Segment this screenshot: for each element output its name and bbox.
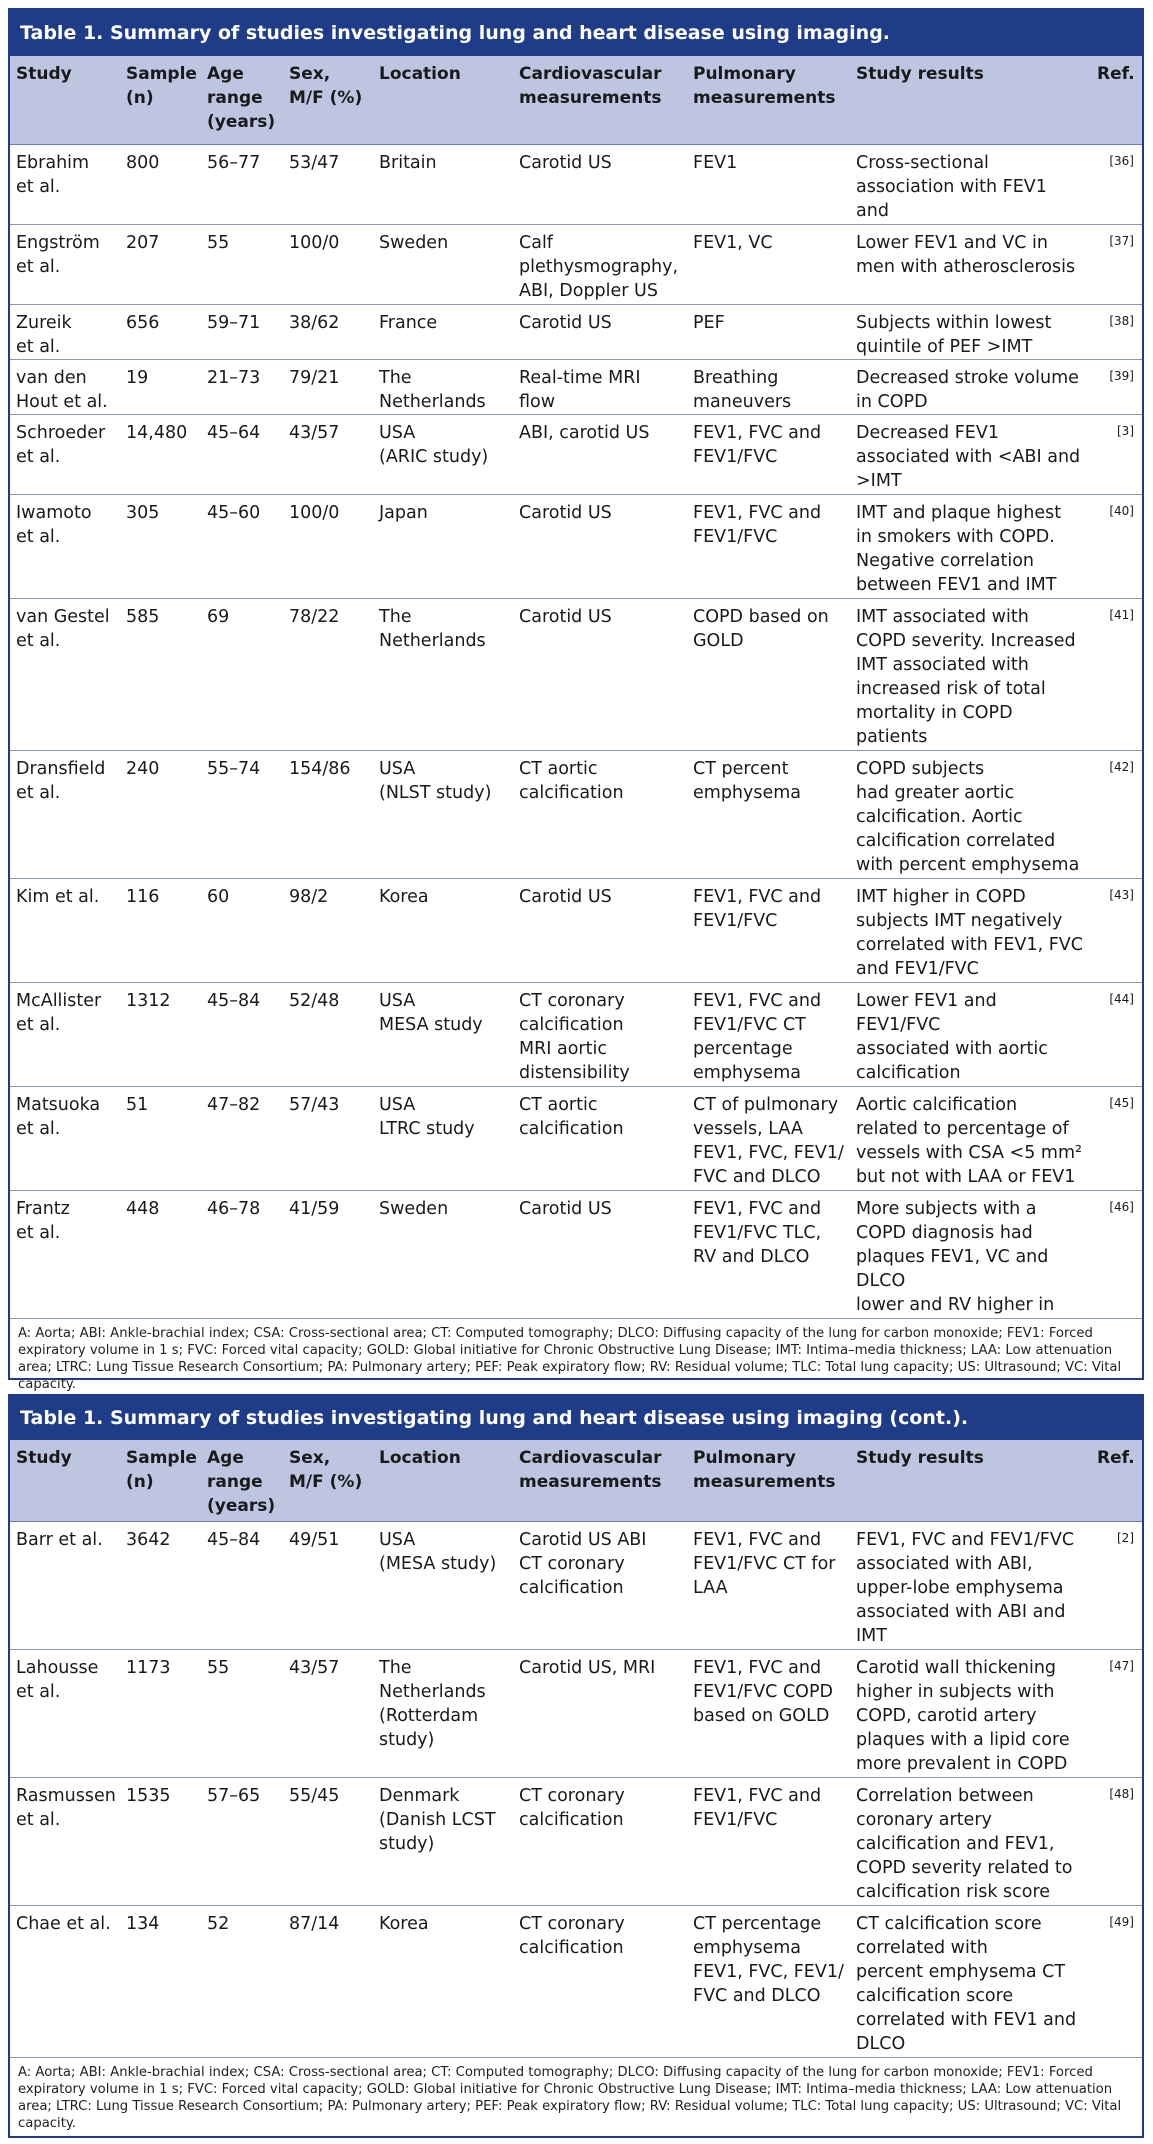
header-age-range: Age range (years) (207, 1448, 276, 1516)
cell-results: Aortic calcification related to percentage of vessels with CSA <5 mm² but not with LAA or FEV1 (856, 1095, 1083, 1187)
cell-age-range: 59–71 (207, 313, 261, 333)
header-location: Location (379, 1448, 461, 1468)
table-row (10, 415, 1142, 495)
header-study: Study (16, 64, 72, 84)
cell-location: USA MESA study (379, 991, 483, 1035)
table-row (10, 1522, 1142, 1650)
table-footnote: A: Aorta; ABI: Ankle-brachial index; CSA: Cross-sectional area; CT: Computed tomography; DLCO: Diffusing capacity of the lung for carbon monoxide; FEV1: Forced expiratory volume in 1 s; FVC: Forced vital capacity; GOLD: Global initiative for Chronic Obstructive Lung Disease; IMT: Intima–media thickness; LAA: Low attenuation area; LTRC: Lung Tissue Research Consortium; PA: Pulmonary artery; PEF: Peak expiratory flow; RV: Residual volume; TLC: Total lung capacity; US: Ultrasound; VC: Vital capacity. (18, 2065, 1122, 2131)
cell-location: Japan (379, 503, 428, 523)
cell-cardiovascular: Carotid US (519, 503, 612, 523)
cell-sex: 53/47 (289, 153, 340, 173)
cell-sample: 14,480 (126, 423, 188, 443)
cell-sample: 116 (126, 887, 160, 907)
cell-age-range: 69 (207, 607, 230, 627)
cell-pulmonary: PEF (693, 313, 725, 333)
cell-age-range: 45–64 (207, 423, 261, 443)
cell-location: Britain (379, 153, 437, 173)
cell-sample: 207 (126, 233, 160, 253)
cell-age-range: 55 (207, 233, 230, 253)
cell-location: USA (ARIC study) (379, 423, 489, 467)
table-body (10, 1522, 1142, 2058)
table-row (10, 495, 1142, 599)
cell-ref: [42] (1109, 760, 1134, 774)
cell-sex: 43/57 (289, 423, 340, 443)
cell-sex: 49/51 (289, 1530, 340, 1550)
cell-sample: 19 (126, 368, 149, 388)
cell-location: Korea (379, 1914, 429, 1934)
cell-location: France (379, 313, 438, 333)
cell-location: Korea (379, 887, 429, 907)
cell-cardiovascular: Real-time MRI flow (519, 368, 641, 412)
cell-sample: 240 (126, 759, 160, 779)
cell-age-range: 45–60 (207, 503, 261, 523)
cell-age-range: 57–65 (207, 1786, 261, 1806)
cell-cardiovascular: Carotid US (519, 313, 612, 333)
cell-sex: 55/45 (289, 1786, 340, 1806)
cell-sample: 134 (126, 1914, 160, 1934)
cell-study: Engström et al. (16, 233, 100, 277)
header-study: Study (16, 1448, 72, 1468)
table-row (10, 225, 1142, 305)
cell-location: Sweden (379, 233, 449, 253)
cell-cardiovascular: CT coronary calcification (519, 1914, 625, 1958)
cell-ref: [47] (1109, 1659, 1134, 1673)
table-title: Table 1. Summary of studies investigating lung and heart disease using imaging. (10, 10, 1142, 56)
header-study-results: Study results (856, 64, 984, 84)
cell-sample: 1535 (126, 1786, 171, 1806)
cell-results: CT calcification score correlated with percent emphysema CT calcification score correlated with FEV1 and DLCO (856, 1914, 1077, 2054)
cell-ref: [48] (1109, 1787, 1134, 1801)
cell-pulmonary: FEV1, FVC and FEV1/FVC (693, 1786, 822, 1830)
cell-study: Frantz et al. (16, 1199, 70, 1243)
cell-study: McAllister et al. (16, 991, 102, 1035)
cell-cardiovascular: CT aortic calcification (519, 759, 624, 803)
cell-ref: [36] (1109, 154, 1134, 168)
cell-pulmonary: FEV1, FVC and FEV1/FVC COPD based on GOLD (693, 1658, 833, 1726)
cell-cardiovascular: CT coronary calcification (519, 1786, 625, 1830)
cell-age-range: 47–82 (207, 1095, 261, 1115)
cell-pulmonary: COPD based on GOLD (693, 607, 829, 651)
cell-ref: [45] (1109, 1096, 1134, 1110)
cell-ref: [41] (1109, 608, 1134, 622)
cell-sex: 98/2 (289, 887, 329, 907)
cell-age-range: 55–74 (207, 759, 261, 779)
cell-pulmonary: Breathing maneuvers (693, 368, 792, 412)
header-sample: Sample (n) (126, 1448, 197, 1492)
cell-ref: [39] (1109, 369, 1134, 383)
cell-study: van Gestel et al. (16, 607, 110, 651)
cell-sample: 448 (126, 1199, 160, 1219)
cell-pulmonary: CT percentage emphysema FEV1, FVC, FEV1/ FVC and DLCO (693, 1914, 844, 2006)
table-body (10, 145, 1142, 1319)
cell-study: Schroeder et al. (16, 423, 106, 467)
cell-age-range: 45–84 (207, 991, 261, 1011)
header-pulmonary: Pulmonary measurements (693, 64, 836, 108)
cell-study: Zureik et al. (16, 313, 72, 357)
cell-location: USA (NLST study) (379, 759, 492, 803)
table-row (10, 879, 1142, 983)
cell-pulmonary: FEV1, FVC and FEV1/FVC CT for LAA (693, 1530, 836, 1598)
cell-study: van den Hout et al. (16, 368, 108, 412)
cell-cardiovascular: Carotid US (519, 887, 612, 907)
cell-cardiovascular: ABI, carotid US (519, 423, 650, 443)
cell-ref: [43] (1109, 888, 1134, 902)
cell-sample: 585 (126, 607, 160, 627)
cell-results: Subjects within lowest quintile of PEF >IMT (856, 313, 1052, 357)
cell-age-range: 52 (207, 1914, 230, 1934)
cell-sex: 100/0 (289, 233, 340, 253)
header-location: Location (379, 64, 461, 84)
cell-location: The Netherlands (379, 607, 486, 651)
cell-results: Carotid wall thickening higher in subjects with COPD, carotid artery plaques with a lipid core more prevalent in COPD (856, 1658, 1070, 1774)
cell-sex: 38/62 (289, 313, 340, 333)
cell-age-range: 46–78 (207, 1199, 261, 1219)
cell-sex: 41/59 (289, 1199, 340, 1219)
cell-study: Dransfield et al. (16, 759, 106, 803)
table-header-row (10, 1440, 1142, 1522)
cell-results: IMT and plaque highest in smokers with COPD. Negative correlation between FEV1 and IMT (856, 503, 1062, 595)
cell-results: Correlation between coronary artery calcification and FEV1, COPD severity related to calcification risk score (856, 1786, 1073, 1902)
table-row (10, 305, 1142, 360)
cell-location: The Netherlands (379, 368, 486, 412)
cell-study: Lahousse et al. (16, 1658, 99, 1702)
cell-sample: 656 (126, 313, 160, 333)
cell-results: Decreased stroke volume in COPD (856, 368, 1079, 412)
header-cardiovascular: Cardiovascular measurements (519, 1448, 662, 1492)
table-row (10, 1906, 1142, 2058)
cell-age-range: 21–73 (207, 368, 261, 388)
cell-results: Lower FEV1 and FEV1/FVC associated with aortic calcification (856, 991, 1048, 1083)
cell-pulmonary: FEV1, FVC and FEV1/FVC CT percentage emphysema (693, 991, 822, 1083)
cell-study: Kim et al. (16, 887, 100, 907)
cell-location: Denmark (Danish LCST study) (379, 1786, 496, 1854)
table-title: Table 1. Summary of studies investigating lung and heart disease using imaging (cont.). (10, 1396, 1142, 1440)
table-row (10, 599, 1142, 751)
table-header-row (10, 56, 1142, 145)
header-study-results: Study results (856, 1448, 984, 1468)
cell-pulmonary: FEV1, FVC and FEV1/FVC TLC, RV and DLCO (693, 1199, 822, 1267)
cell-cardiovascular: Carotid US ABI CT coronary calcification (519, 1530, 647, 1598)
table-row (10, 751, 1142, 879)
cell-sex: 79/21 (289, 368, 340, 388)
cell-results: COPD subjects had greater aortic calcification. Aortic calcification correlated with percent emphysema (856, 759, 1080, 875)
cell-sex: 78/22 (289, 607, 340, 627)
cell-results: Decreased FEV1 associated with <ABI and >IMT (856, 423, 1081, 491)
cell-results: More subjects with a COPD diagnosis had plaques FEV1, VC and DLCO lower and RV higher in (856, 1199, 1055, 1315)
cell-cardiovascular: CT aortic calcification (519, 1095, 624, 1139)
cell-sex: 57/43 (289, 1095, 340, 1115)
table-row (10, 1778, 1142, 1906)
cell-cardiovascular: Calf plethysmography, ABI, Doppler US (519, 233, 679, 301)
cell-location: USA (MESA study) (379, 1530, 497, 1574)
table-1 (8, 8, 1144, 1392)
cell-study: Iwamoto et al. (16, 503, 92, 547)
header-age-range: Age range (years) (207, 64, 276, 132)
cell-pulmonary: CT of pulmonary vessels, LAA FEV1, FVC, FEV1/ FVC and DLCO (693, 1095, 844, 1187)
cell-pulmonary: CT percent emphysema (693, 759, 802, 803)
table-row (10, 360, 1142, 415)
cell-age-range: 56–77 (207, 153, 261, 173)
cell-pulmonary: FEV1, VC (693, 233, 773, 253)
cell-ref: [2] (1117, 1531, 1134, 1545)
cell-age-range: 60 (207, 887, 230, 907)
cell-results: IMT associated with COPD severity. Increased IMT associated with increased risk of total mortality in COPD patients (856, 607, 1076, 747)
table-1-continued (8, 1394, 1144, 2138)
cell-pulmonary: FEV1, FVC and FEV1/FVC (693, 503, 822, 547)
cell-sample: 305 (126, 503, 160, 523)
cell-ref: [3] (1117, 424, 1134, 438)
table-row (10, 145, 1142, 225)
cell-cardiovascular: Carotid US (519, 607, 612, 627)
table-row (10, 1191, 1142, 1319)
cell-location: USA LTRC study (379, 1095, 475, 1139)
cell-cardiovascular: Carotid US, MRI (519, 1658, 656, 1678)
cell-ref: [49] (1109, 1915, 1134, 1929)
header-sex: Sex, M/F (%) (289, 64, 363, 108)
cell-sample: 1173 (126, 1658, 171, 1678)
cell-sex: 100/0 (289, 503, 340, 523)
table-footnote: A: Aorta; ABI: Ankle-brachial index; CSA: Cross-sectional area; CT: Computed tomography; DLCO: Diffusing capacity of the lung for carbon monoxide; FEV1: Forced expiratory volume in 1 s; FVC: Forced vital capacity; GOLD: Global initiative for Chronic Obstructive Lung Disease; IMT: Intima–media thickness; LAA: Low attenuation area; LTRC: Lung Tissue Research Consortium; PA: Pulmonary artery; PEF: Peak expiratory flow; RV: Residual volume; TLC: Total lung capacity; US: Ultrasound; VC: Vital capacity. (18, 1326, 1122, 1392)
header-sex: Sex, M/F (%) (289, 1448, 363, 1492)
cell-sex: 52/48 (289, 991, 340, 1011)
cell-ref: [40] (1109, 504, 1134, 518)
cell-sample: 1312 (126, 991, 171, 1011)
cell-cardiovascular: Carotid US (519, 153, 612, 173)
cell-study: Rasmussen et al. (16, 1786, 116, 1830)
table-row (10, 983, 1142, 1087)
cell-sample: 51 (126, 1095, 149, 1115)
cell-study: Matsuoka et al. (16, 1095, 101, 1139)
cell-pulmonary: FEV1, FVC and FEV1/FVC (693, 423, 822, 467)
cell-study: Barr et al. (16, 1530, 103, 1550)
cell-age-range: 45–84 (207, 1530, 261, 1550)
cell-results: Lower FEV1 and VC in men with atherosclerosis (856, 233, 1076, 277)
cell-sample: 800 (126, 153, 160, 173)
cell-cardiovascular: CT coronary calcification MRI aortic distensibility (519, 991, 630, 1083)
cell-pulmonary: FEV1, FVC and FEV1/FVC (693, 887, 822, 931)
cell-sex: 43/57 (289, 1658, 340, 1678)
cell-results: Cross-sectional association with FEV1 and (856, 153, 1047, 221)
cell-results: IMT higher in COPD subjects IMT negatively correlated with FEV1, FVC and FEV1/FVC (856, 887, 1083, 979)
cell-sex: 87/14 (289, 1914, 340, 1934)
cell-results: FEV1, FVC and FEV1/FVC associated with ABI, upper-lobe emphysema associated with ABI and IMT (856, 1530, 1075, 1646)
table-row (10, 1650, 1142, 1778)
cell-age-range: 55 (207, 1658, 230, 1678)
cell-location: Sweden (379, 1199, 449, 1219)
cell-study: Ebrahim et al. (16, 153, 90, 197)
header-cardiovascular: Cardiovascular measurements (519, 64, 662, 108)
header-pulmonary: Pulmonary measurements (693, 1448, 836, 1492)
cell-ref: [37] (1109, 234, 1134, 248)
cell-sex: 154/86 (289, 759, 351, 779)
cell-ref: [38] (1109, 314, 1134, 328)
table-row (10, 1087, 1142, 1191)
cell-sample: 3642 (126, 1530, 171, 1550)
header-ref: Ref. (1097, 64, 1135, 84)
cell-ref: [44] (1109, 992, 1134, 1006)
header-sample: Sample (n) (126, 64, 197, 108)
cell-pulmonary: FEV1 (693, 153, 738, 173)
cell-cardiovascular: Carotid US (519, 1199, 612, 1219)
header-ref: Ref. (1097, 1448, 1135, 1468)
cell-location: The Netherlands (Rotterdam study) (379, 1658, 486, 1750)
cell-ref: [46] (1109, 1200, 1134, 1214)
cell-study: Chae et al. (16, 1914, 111, 1934)
